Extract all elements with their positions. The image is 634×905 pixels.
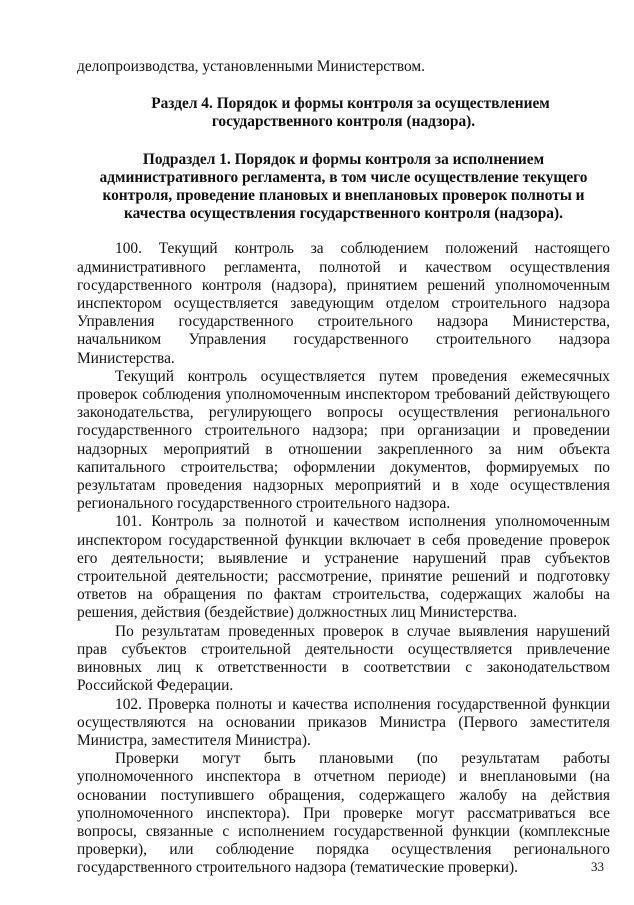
subsection-heading-line: контроля, проведение плановых и внеплановых проверок полноты и (102, 187, 585, 205)
section-heading-line: Раздел 4. Порядок и формы контроля за осуществлением (151, 95, 550, 113)
section-heading (77, 95, 610, 131)
document-page (77, 58, 610, 878)
subsection-heading (77, 151, 610, 224)
subsection-heading-line: административного регламента, в том числе осуществление текущего (99, 168, 588, 186)
paragraph-101: 101. Контроль за полнотой и качеством исполнения уполномоченным инспектором государственной функции включает в себя проведение проверок его деятельности; выявление и устранение нарушений прав субъектов строительной деятельности; рассмотрение, принятие решений и подготовку ответов на обращения по фактам строительства, содержащих жалобы на решения, действия (бездействие) должностных лиц Министерства. (77, 513, 610, 622)
paragraph-100: 100. Текущий контроль за соблюдением положений настоящего административного регламента, полнотой и качеством осуществления государственного контроля (надзора), принятием решений уполномоченным инспектором осуществляется заведующим отделом строительного надзора Управления государственного строительного надзора Министерства, начальником Управления государственного строительного надзора Министерства. (77, 240, 610, 367)
section-heading-line: государственного контроля (надзора). (211, 113, 476, 131)
paragraph: По результатам проведенных проверок в случае выявления нарушений прав субъектов строительной деятельности осуществляется привлечение виновных лиц к ответственности в соответствии с законодательством Российской Федерации. (77, 622, 610, 695)
subsection-heading-line: Подраздел 1. Порядок и формы контроля за исполнением (142, 150, 545, 168)
subsection-heading-line: качества осуществления государственного контроля (надзора). (124, 205, 563, 223)
paragraph: Проверки могут быть плановыми (по результатам работы уполномоченного инспектора в отчетном периоде) и внеплановыми (на основании поступившего обращения, содержащего жалобу на действия уполномоченного инспектора). При проверке могут рассматриваться все вопросы, связанные с исполнением государственной функции (комплексные проверки), или соблюдение порядка осуществления регионального государственного строительного надзора (тематические проверки). (77, 750, 610, 877)
paragraph: Текущий контроль осуществляется путем проведения ежемесячных проверок соблюдения уполномоченным инспектором требований действующего законодательства, регулирующего вопросы осуществления регионального государственного строительного надзора; при организации и проведении надзорных мероприятий в отношении закрепленного за ним объекта капитального строительства; оформлении документов, формируемых по результатам проведения надзорных мероприятий и в ходе осуществления регионального государственного строительного надзора. (77, 367, 610, 513)
page-number: 33 (591, 859, 604, 874)
paragraph-102: 102. Проверка полноты и качества исполнения государственной функции осуществляются на основании приказов Министра (Первого заместителя Министра, заместителя Министра). (77, 695, 610, 749)
continuation-text: делопроизводства, установленными Министерством. (77, 58, 425, 75)
